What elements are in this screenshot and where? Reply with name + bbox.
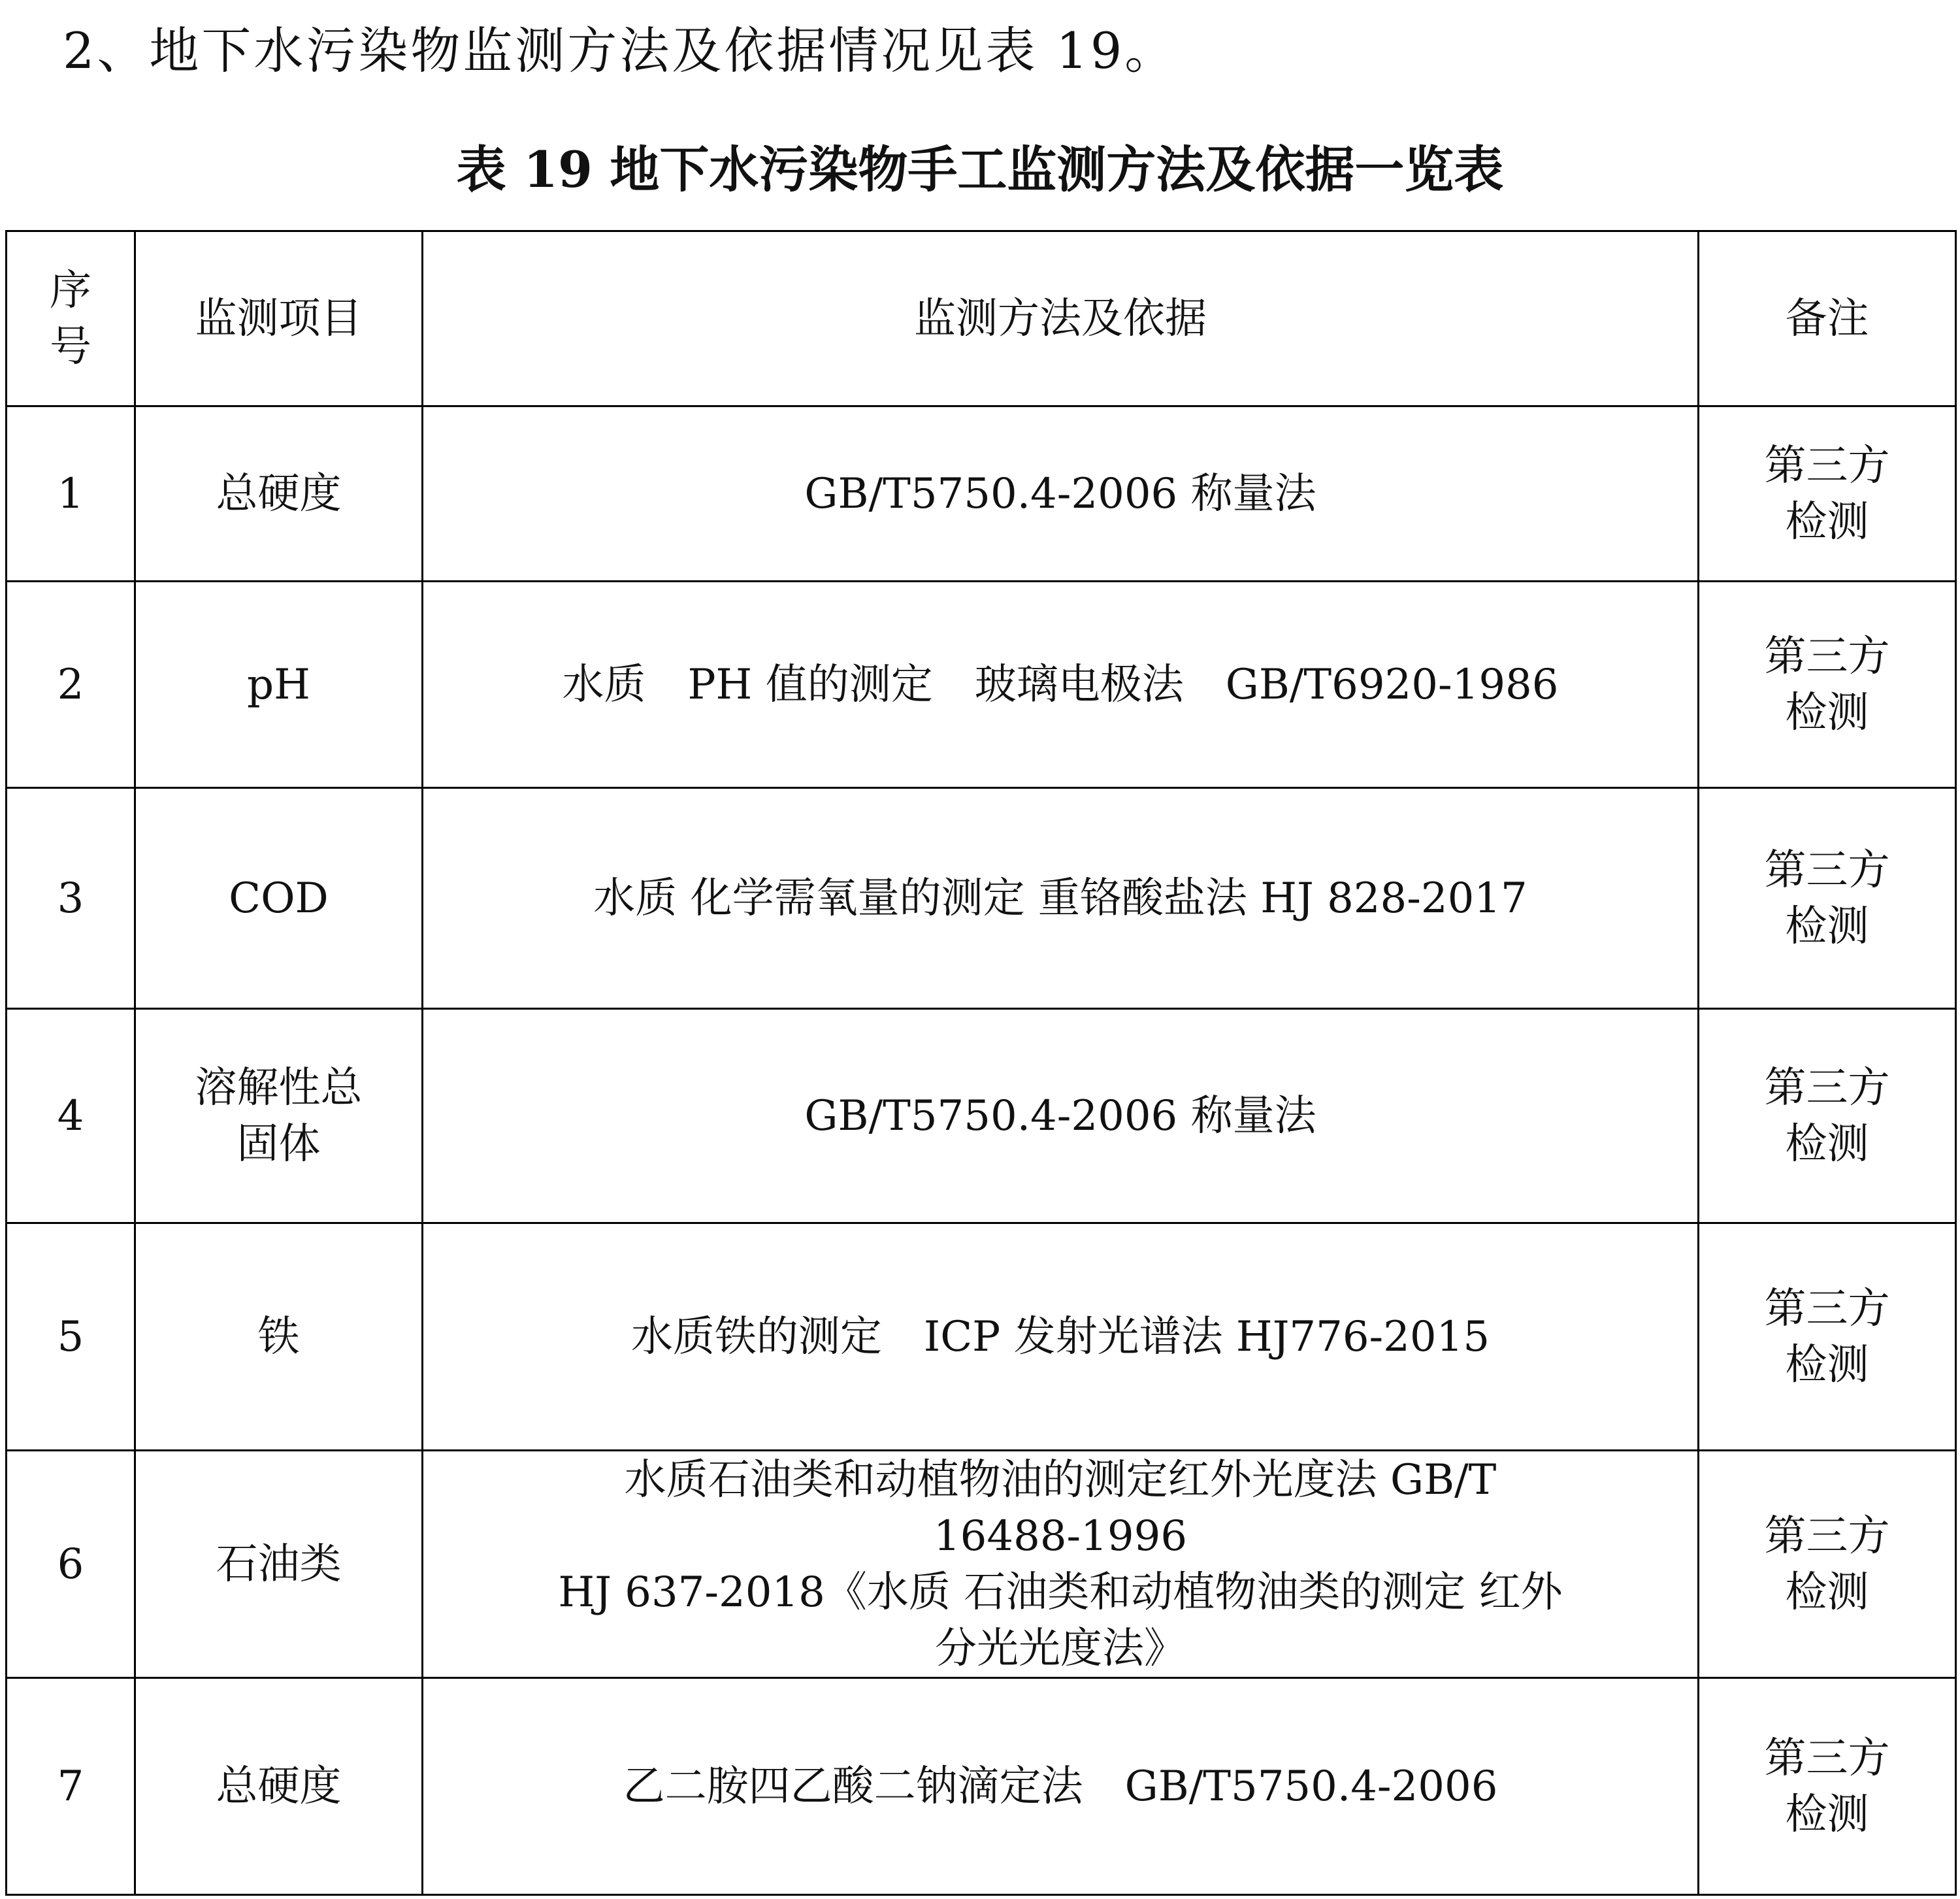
table-row [7, 1009, 1956, 1223]
row-item: 总硬度 [135, 1678, 423, 1895]
header-method: 监测方法及依据 [423, 231, 1699, 406]
monitoring-methods-table [5, 230, 1957, 1896]
header-index: 序号 [7, 231, 135, 406]
row-method: GB/T5750.4-2006 称量法 [423, 406, 1699, 582]
row-note: 第三方检测 [1699, 406, 1956, 582]
row-index: 5 [7, 1223, 135, 1451]
row-method: 水质 PH 值的测定 玻璃电极法 GB/T6920-1986 [423, 582, 1699, 788]
table-caption: 表 19 地下水污染物手工监测方法及依据一览表 [456, 140, 1504, 199]
header-note: 备注 [1699, 231, 1956, 406]
row-note: 第三方检测 [1699, 1451, 1956, 1678]
row-index: 3 [7, 788, 135, 1009]
intro-paragraph: 2、地下水污染物监测方法及依据情况见表 19。 [63, 22, 1177, 80]
row-index: 2 [7, 582, 135, 788]
row-index: 4 [7, 1009, 135, 1223]
table-row [7, 1223, 1956, 1451]
row-index: 7 [7, 1678, 135, 1895]
table-row [7, 1678, 1956, 1895]
row-note: 第三方检测 [1699, 1009, 1956, 1223]
table-row [7, 406, 1956, 582]
row-note: 第三方检测 [1699, 582, 1956, 788]
table-row [7, 582, 1956, 788]
row-index: 1 [7, 406, 135, 582]
row-item: COD [135, 788, 423, 1009]
row-method: 乙二胺四乙酸二钠滴定法 GB/T5750.4-2006 [423, 1678, 1699, 1895]
row-note: 第三方检测 [1699, 1678, 1956, 1895]
row-item: pH [135, 582, 423, 788]
row-item: 总硬度 [135, 406, 423, 582]
row-method: 水质 化学需氧量的测定 重铬酸盐法 HJ 828-2017 [423, 788, 1699, 1009]
row-note: 第三方检测 [1699, 1223, 1956, 1451]
row-method: 水质铁的测定 ICP 发射光谱法 HJ776-2015 [423, 1223, 1699, 1451]
table-header-row [7, 231, 1956, 406]
row-index: 6 [7, 1451, 135, 1678]
table-row [7, 788, 1956, 1009]
table-row [7, 1451, 1956, 1678]
row-item: 溶解性总固体 [135, 1009, 423, 1223]
row-note: 第三方检测 [1699, 788, 1956, 1009]
header-item: 监测项目 [135, 231, 423, 406]
row-item: 铁 [135, 1223, 423, 1451]
row-item: 石油类 [135, 1451, 423, 1678]
row-method: 水质石油类和动植物油的测定红外光度法 GB/T 16488-1996 HJ 637-2018《水质 石油类和动植物油类的测定 红外 分光光度法》 [423, 1451, 1699, 1678]
row-method: GB/T5750.4-2006 称量法 [423, 1009, 1699, 1223]
